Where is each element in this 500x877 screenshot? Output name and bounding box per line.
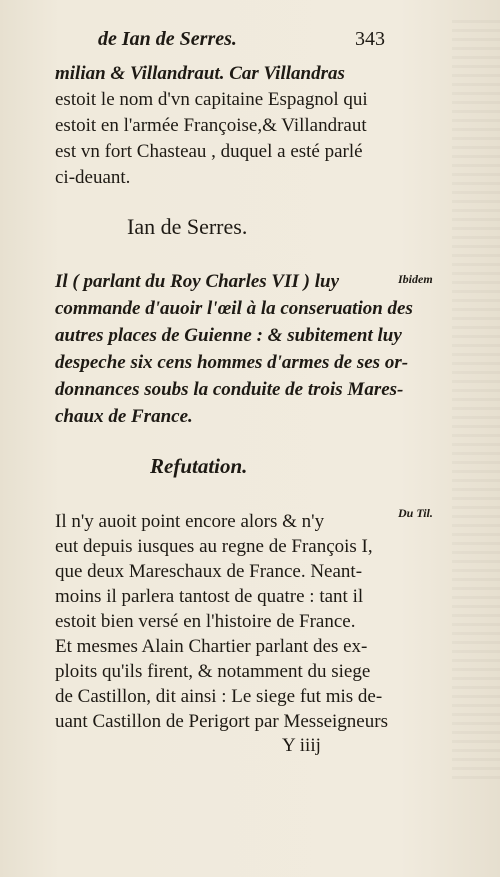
- signature-mark: Y iiij: [282, 735, 321, 756]
- quote-line-1: Il ( parlant du Roy Charles VII ) luy: [55, 271, 339, 292]
- quote-line-6: chaux de France.: [55, 406, 193, 427]
- page-number: 343: [355, 28, 385, 50]
- quote-line-3: autres places de Guienne : & subitement luy: [55, 325, 402, 346]
- body-line-6: Et mesmes Alain Chartier parlant des ex-: [55, 636, 368, 657]
- margin-note-du-til: Du Til.: [398, 506, 433, 520]
- refutation-heading: Refutation.: [150, 454, 248, 478]
- quote-line-5: donnances soubs la conduite de trois Mares-: [55, 379, 404, 400]
- body-line-1: Il n'y auoit point encore alors & n'y: [55, 511, 325, 532]
- top-line-4: est vn fort Chasteau , duquel a esté parlé: [55, 141, 363, 162]
- section-heading: Ian de Serres.: [127, 214, 248, 239]
- body-line-7: ploits qu'ils firent, & notamment du siege: [55, 661, 371, 682]
- quote-line-2: commande d'auoir l'œil à la conseruation des: [55, 298, 413, 319]
- top-line-2: estoit le nom d'vn capitaine Espagnol qui: [55, 89, 368, 110]
- body-line-2: eut depuis iusques au regne de François I,: [55, 536, 373, 557]
- quote-line-4: despeche six cens hommes d'armes de ses or-: [55, 352, 409, 373]
- margin-note-ibidem: Ibidem: [398, 272, 433, 286]
- body-line-9: uant Castillon de Perigort par Messeigneurs: [55, 711, 388, 732]
- body-line-3: que deux Mareschaux de France. Neant-: [55, 561, 363, 582]
- top-line-5: ci-deuant.: [55, 167, 131, 188]
- body-line-8: de Castillon, dit ainsi : Le siege fut mis de-: [55, 686, 383, 707]
- top-line-1: milian & Villandraut. Car Villandras: [55, 63, 345, 84]
- body-line-4: moins il parlera tantost de quatre : tant il: [55, 586, 364, 607]
- bleed-through-texture: [452, 20, 500, 780]
- running-title: de Ian de Serres.: [98, 28, 237, 50]
- top-line-3: estoit en l'armée Françoise,& Villandraut: [55, 115, 367, 136]
- body-line-5: estoit bien versé en l'histoire de France.: [55, 611, 356, 632]
